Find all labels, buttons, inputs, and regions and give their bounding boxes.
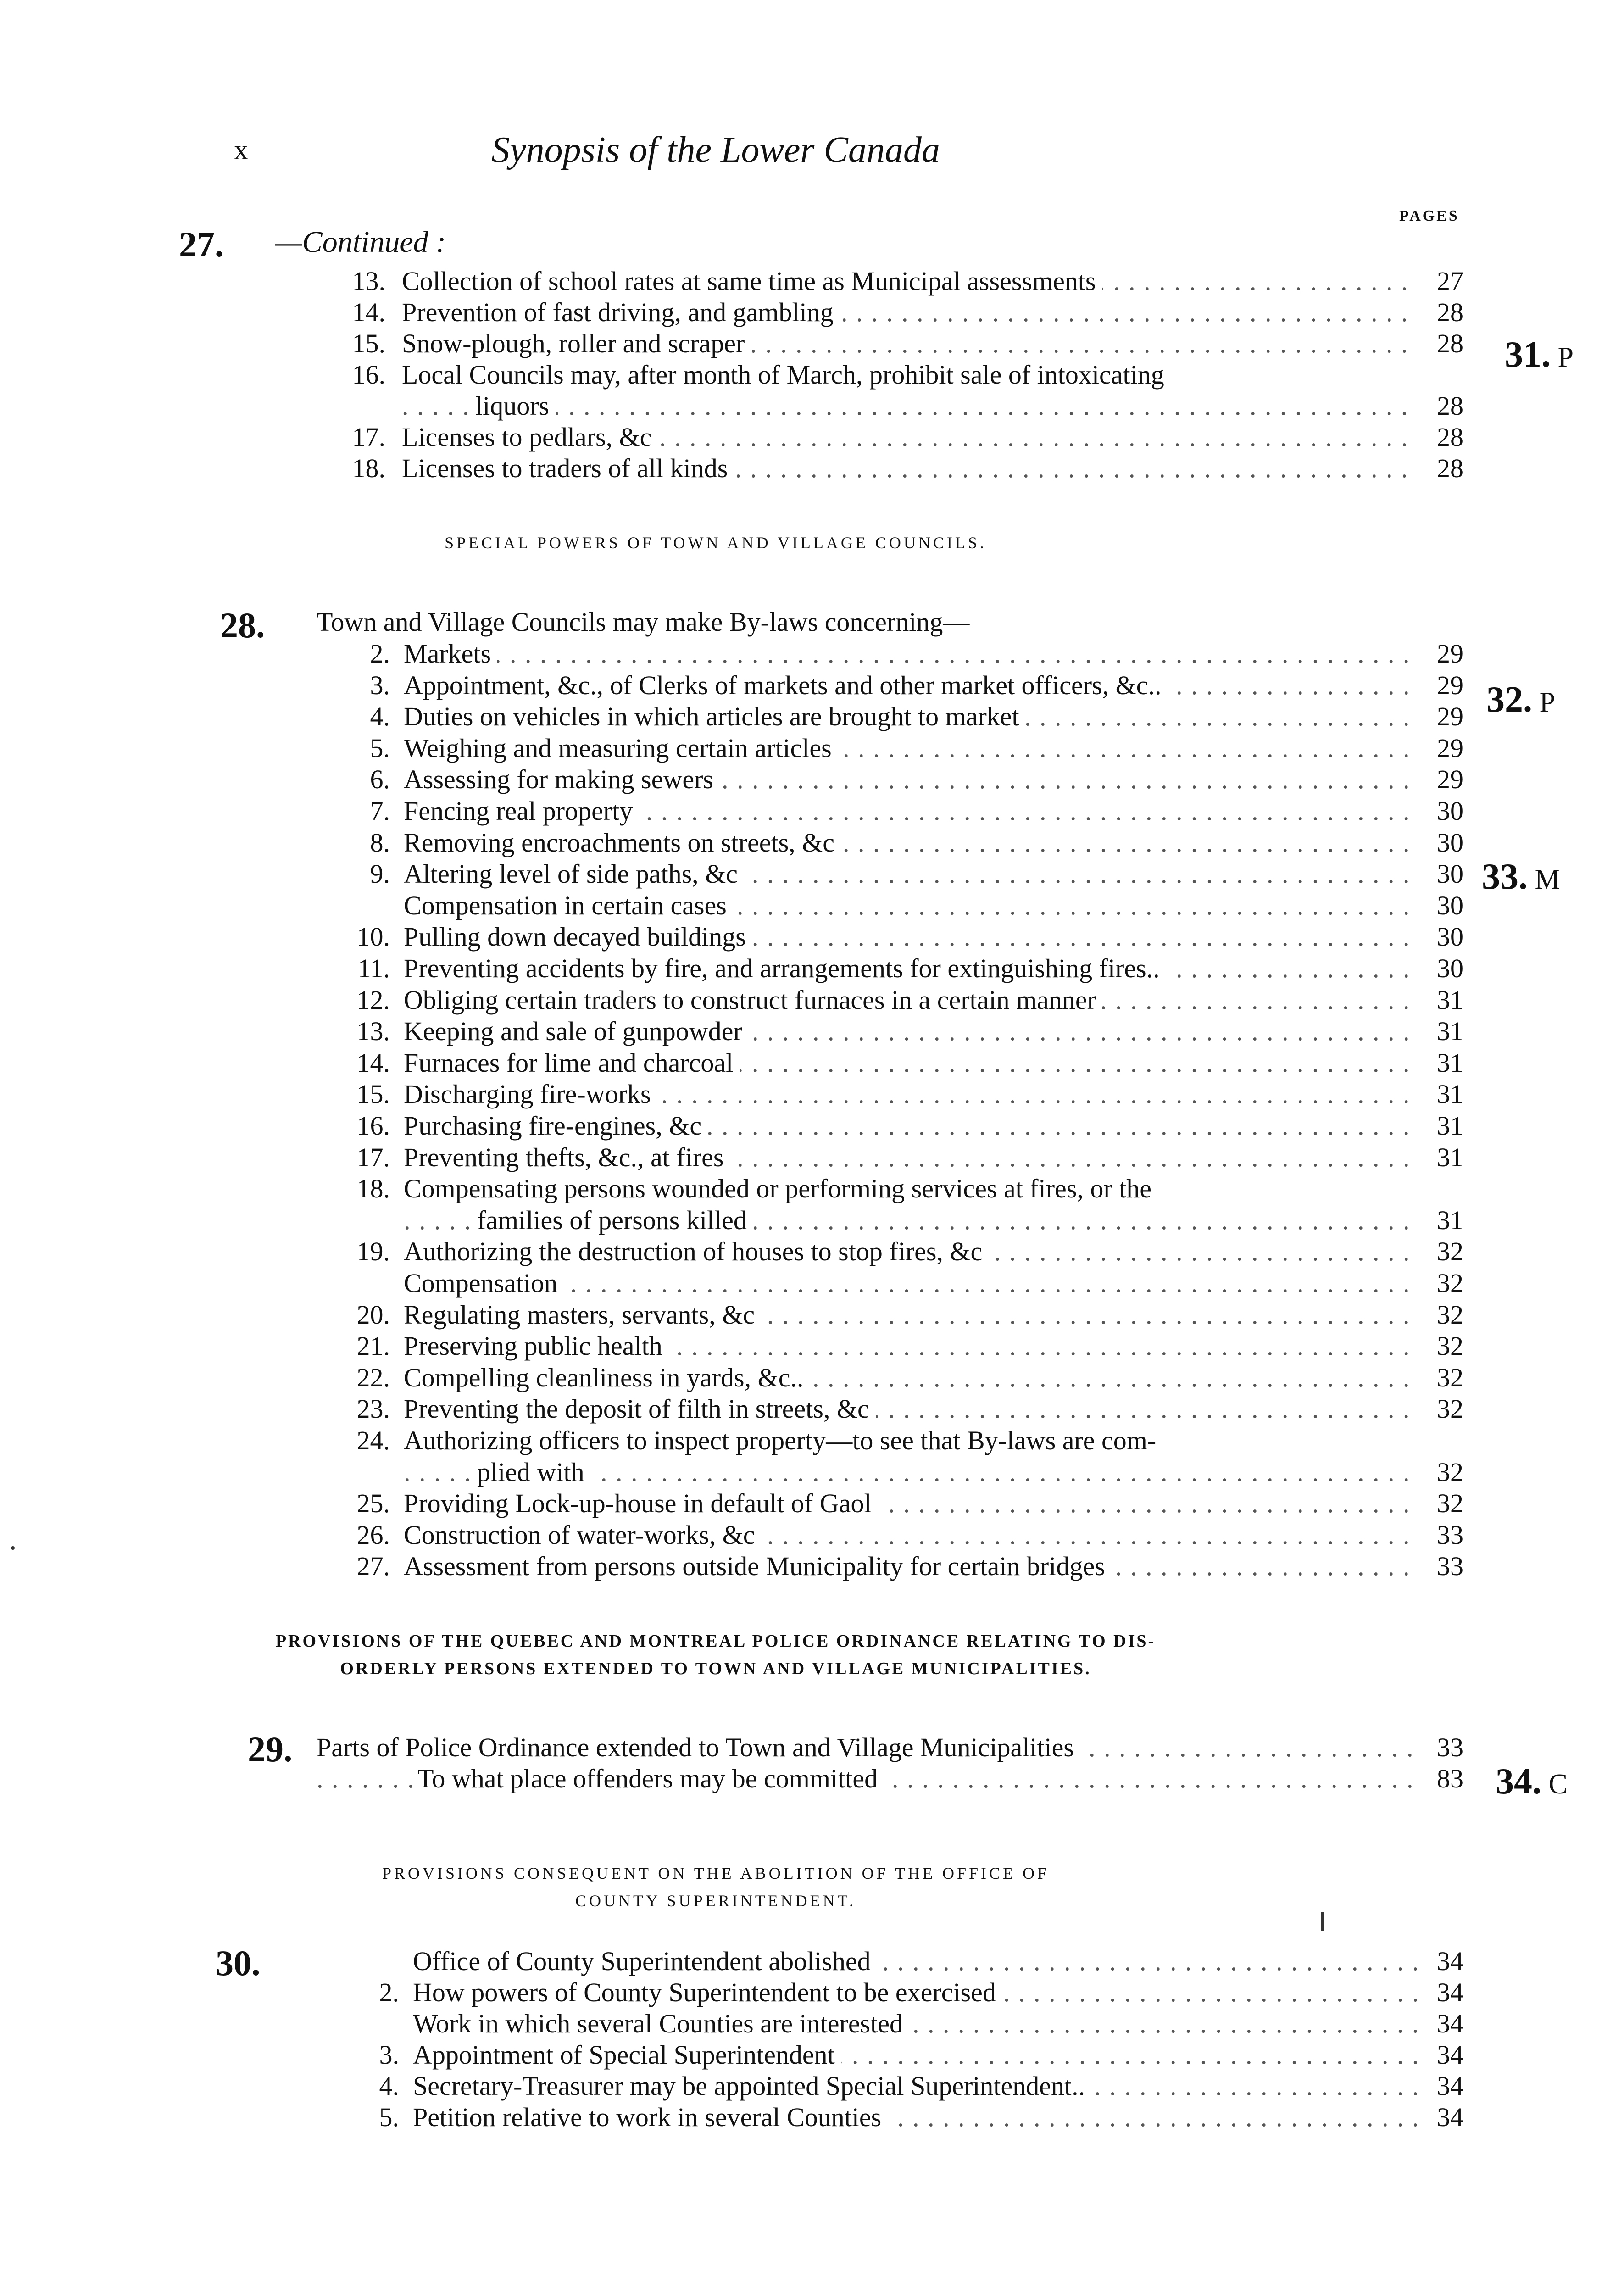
- toc-item-number: 13.: [356, 1016, 390, 1046]
- toc-item-text-wrap: [404, 953, 1418, 984]
- toc-row: [330, 828, 1463, 858]
- toc-item-text-wrap: [404, 1016, 1418, 1047]
- toc-item-number: 17.: [356, 1142, 390, 1172]
- toc-item-text-wrap: [404, 1551, 1418, 1581]
- toc-row: [330, 985, 1463, 1015]
- toc-item-page: 34: [1437, 2071, 1463, 2101]
- toc-item-text: Pulling down decayed buildings: [404, 922, 752, 952]
- toc-item-number: 7.: [370, 796, 390, 826]
- toc-item-page: 34: [1437, 2040, 1463, 2070]
- toc-item-text-wrap: [404, 1300, 1418, 1330]
- toc-item-text-wrap: [404, 891, 1418, 921]
- toc-item-text: Work in which several Counties are interested: [413, 2009, 909, 2038]
- section-continued-label: —Continued :: [275, 225, 446, 259]
- toc-item-number: 3.: [370, 670, 390, 700]
- toc-item-text-wrap: [404, 922, 1418, 952]
- toc-row: [330, 1205, 1463, 1236]
- toc-item-text-wrap: [402, 266, 1418, 296]
- toc-item-text-wrap: [404, 1079, 1418, 1109]
- toc-item-text-wrap: [404, 1331, 1418, 1361]
- toc-item-text: Parts of Police Ordinance extended to Town and Village Municipalities: [317, 1732, 1080, 1762]
- toc-row: [330, 1142, 1463, 1173]
- toc-row: [330, 764, 1463, 795]
- toc-item-number: 23.: [356, 1394, 390, 1424]
- toc-item-text: Compensation: [404, 1268, 564, 1298]
- toc-item-number: 16.: [356, 1111, 390, 1141]
- toc-item-text-wrap: [404, 1363, 1418, 1393]
- toc-row: [317, 1764, 1463, 1794]
- toc-item-page: 32: [1437, 1363, 1463, 1392]
- toc-item-text-wrap: [404, 1111, 1418, 1141]
- toc-item-text: Authorizing the destruction of houses to stop fires, &c: [404, 1236, 989, 1266]
- toc-row: [330, 702, 1463, 732]
- toc-item-text: Appointment of Special Superintendent: [413, 2040, 841, 2070]
- margin-note-34-number: 34.: [1496, 1761, 1541, 1802]
- toc-item-number: 10.: [356, 922, 390, 952]
- margin-note-32-number: 32.: [1486, 679, 1532, 720]
- toc-item-text: Fencing real property: [404, 796, 639, 826]
- toc-item-text: Authorizing officers to inspect property—to see that By-laws are com-: [404, 1425, 1162, 1455]
- toc-row: [330, 859, 1463, 889]
- toc-item-text: Petition relative to work in several Counties: [413, 2102, 888, 2132]
- toc-item-page: 30: [1437, 828, 1463, 857]
- margin-note-34: [1496, 1761, 1568, 1803]
- margin-note-32-text: P: [1539, 687, 1555, 718]
- toc-item-number: 21.: [356, 1331, 390, 1361]
- section-number-28: 28.: [220, 605, 265, 645]
- toc-item-number: 13.: [352, 266, 385, 296]
- section-28-intro: Town and Village Councils may make By-laws concerning—: [317, 607, 970, 637]
- toc-item-page: 30: [1437, 859, 1463, 889]
- toc-item-text-wrap: [404, 1488, 1418, 1519]
- toc-item-page: 32: [1437, 1236, 1463, 1266]
- toc-item-text: Assessing for making sewers: [404, 764, 720, 794]
- toc-item-text: Compelling cleanliness in yards, &c..: [404, 1363, 810, 1392]
- toc-row: [330, 1488, 1463, 1519]
- toc-item-text: Preventing accidents by fire, and arrangements for extinguishing fires..: [404, 953, 1166, 983]
- toc-item-text: liquors: [475, 391, 556, 421]
- toc-item-text-wrap: [404, 1048, 1418, 1078]
- toc-item-text-wrap: [404, 702, 1418, 732]
- toc-item-page: 32: [1437, 1394, 1463, 1424]
- toc-row: [330, 953, 1463, 984]
- toc-item-text: Compensation in certain cases: [404, 891, 733, 920]
- toc-item-page: 30: [1437, 891, 1463, 920]
- toc-item-text-wrap: [404, 1425, 1418, 1456]
- toc-item-page: 33: [1437, 1551, 1463, 1581]
- toc-item-text: Furnaces for lime and charcoal: [404, 1048, 740, 1078]
- toc-item-text: Office of County Superintendent abolished: [413, 1946, 877, 1976]
- toc-item-text-wrap: [402, 453, 1418, 484]
- page-number: x: [234, 134, 248, 166]
- toc-item-text: Providing Lock-up-house in default of Gaol: [404, 1488, 878, 1518]
- toc-item-text: Altering level of side paths, &c: [404, 859, 744, 889]
- toc-row: [330, 422, 1463, 452]
- toc-row: [330, 1331, 1463, 1361]
- toc-row: [330, 1363, 1463, 1393]
- toc-row: [330, 1079, 1463, 1109]
- toc-item-number: 17.: [352, 422, 385, 452]
- toc-row: [330, 891, 1463, 921]
- heading-abolition-line2: COUNTY SUPERINTENDENT.: [575, 1892, 856, 1910]
- toc-item-number: 5.: [370, 733, 390, 763]
- toc-item-page: 31: [1437, 1205, 1463, 1235]
- toc-item-text-wrap: [402, 329, 1418, 359]
- section-number-30: 30.: [216, 1943, 261, 1983]
- margin-note-33-text: M: [1535, 864, 1560, 895]
- margin-note-31-text: P: [1557, 342, 1574, 373]
- toc-item-text: Collection of school rates at same time as Municipal assessments: [402, 266, 1102, 296]
- toc-item-text: Preserving public health: [404, 1331, 669, 1361]
- toc-item-text-wrap: [404, 1394, 1418, 1424]
- toc-item-page: 34: [1437, 1946, 1463, 1976]
- toc-row: [330, 733, 1463, 763]
- toc-item-page: 31: [1437, 1079, 1463, 1109]
- toc-item-page: 31: [1437, 1048, 1463, 1078]
- toc-item-text: Keeping and sale of gunpowder: [404, 1016, 749, 1046]
- toc-row: [330, 1048, 1463, 1078]
- toc-item-text-wrap: [413, 1977, 1418, 2008]
- toc-item-text-wrap: [413, 2071, 1418, 2101]
- toc-item-text: Discharging fire-works: [404, 1079, 657, 1109]
- toc-row: [330, 391, 1463, 421]
- toc-row: [330, 922, 1463, 952]
- heading-police-ordinance-line2: ORDERLY PERSONS EXTENDED TO TOWN AND VILLAGE MUNICIPALITIES.: [340, 1659, 1091, 1678]
- toc-item-text-wrap: [404, 1205, 1418, 1236]
- toc-item-number: 16.: [352, 360, 385, 390]
- toc-row: [330, 1394, 1463, 1424]
- toc-item-page: 28: [1437, 391, 1463, 421]
- toc-item-page: 28: [1437, 453, 1463, 483]
- toc-item-text-wrap: [413, 2102, 1418, 2133]
- toc-row: [330, 1425, 1463, 1456]
- toc-item-number: 19.: [356, 1236, 390, 1266]
- pages-column-label: PAGES: [1399, 207, 1459, 224]
- toc-row: [317, 1946, 1463, 1977]
- toc-item-number: 27.: [356, 1551, 390, 1581]
- toc-item-page: 27: [1437, 266, 1463, 296]
- toc-item-number: 6.: [370, 764, 390, 794]
- toc-item-text-wrap: [402, 422, 1418, 452]
- toc-item-text: Assessment from persons outside Municipality for certain bridges: [404, 1551, 1112, 1581]
- running-title: Synopsis of the Lower Canada: [491, 130, 940, 170]
- toc-item-page: 31: [1437, 1016, 1463, 1046]
- toc-item-page: 29: [1437, 733, 1463, 763]
- toc-row: [330, 1520, 1463, 1550]
- toc-item-text-wrap: [413, 2040, 1418, 2070]
- toc-item-number: 4.: [370, 702, 390, 731]
- toc-item-text-wrap: [404, 796, 1418, 826]
- margin-note-32: [1486, 679, 1555, 721]
- toc-row: [317, 2009, 1463, 2039]
- toc-item-number: 14.: [356, 1048, 390, 1078]
- toc-item-text-wrap: [404, 639, 1418, 669]
- toc-item-number: 15.: [356, 1079, 390, 1109]
- toc-item-text-wrap: [317, 1732, 1418, 1763]
- toc-item-page: 34: [1437, 1977, 1463, 2007]
- margin-note-33-number: 33.: [1482, 857, 1528, 897]
- toc-item-text-wrap: [402, 297, 1418, 328]
- toc-row: [330, 297, 1463, 328]
- toc-item-text: families of persons killed: [477, 1205, 753, 1235]
- heading-police-ordinance-line1: PROVISIONS OF THE QUEBEC AND MONTREAL POLICE ORDINANCE RELATING TO DIS-: [275, 1631, 1156, 1651]
- toc-item-text: Duties on vehicles in which articles are brought to market: [404, 702, 1026, 731]
- section-number-27: 27.: [179, 224, 224, 264]
- toc-item-page: 34: [1437, 2009, 1463, 2038]
- toc-item-page: 32: [1437, 1488, 1463, 1518]
- toc-item-text-wrap: [413, 1946, 1418, 1977]
- toc-row: [317, 2071, 1463, 2101]
- toc-row: [330, 1300, 1463, 1330]
- toc-item-page: 28: [1437, 422, 1463, 452]
- toc-item-page: 33: [1437, 1520, 1463, 1550]
- toc-item-page: 29: [1437, 764, 1463, 794]
- toc-item-text: Construction of water-works, &c: [404, 1520, 762, 1550]
- toc-row: [330, 266, 1463, 296]
- toc-item-page: 32: [1437, 1268, 1463, 1298]
- toc-item-text: Obliging certain traders to construct furnaces in a certain manner: [404, 985, 1102, 1015]
- toc-item-page: 29: [1437, 639, 1463, 668]
- toc-row: [330, 453, 1463, 484]
- toc-item-text-wrap: [404, 733, 1418, 763]
- toc-row: [330, 1016, 1463, 1047]
- toc-item-text-wrap: [404, 764, 1418, 795]
- toc-item-number: 20.: [356, 1300, 390, 1330]
- toc-item-page: 30: [1437, 953, 1463, 983]
- toc-item-number: 14.: [352, 297, 385, 327]
- toc-item-text: Weighing and measuring certain articles: [404, 733, 838, 763]
- toc-item-page: 32: [1437, 1457, 1463, 1487]
- toc-row: [317, 1732, 1463, 1763]
- toc-item-page: 83: [1437, 1764, 1463, 1793]
- toc-item-text-wrap: [402, 391, 1418, 421]
- toc-item-text: Regulating masters, servants, &c: [404, 1300, 761, 1330]
- toc-item-number: 4.: [379, 2071, 399, 2101]
- toc-item-page: 30: [1437, 796, 1463, 826]
- toc-row: [330, 1111, 1463, 1141]
- toc-item-number: 8.: [370, 828, 390, 857]
- toc-item-page: 32: [1437, 1331, 1463, 1361]
- toc-item-page: 33: [1437, 1732, 1463, 1762]
- toc-item-text: Preventing thefts, &c., at fires: [404, 1142, 730, 1172]
- toc-row: [330, 1236, 1463, 1267]
- toc-item-text: plied with: [477, 1457, 591, 1487]
- toc-row: [317, 2040, 1463, 2070]
- toc-item-text: Purchasing fire-engines, &c: [404, 1111, 708, 1141]
- toc-row: [330, 1457, 1463, 1487]
- toc-item-text-wrap: [404, 828, 1418, 858]
- toc-item-text-wrap: [404, 1174, 1418, 1204]
- toc-row: [317, 2102, 1463, 2133]
- toc-item-text-wrap: [404, 859, 1418, 889]
- toc-item-page: 31: [1437, 1142, 1463, 1172]
- toc-item-text: Prevention of fast driving, and gambling: [402, 297, 840, 327]
- stray-mark: [11, 1546, 15, 1550]
- toc-item-text-wrap: [404, 1236, 1418, 1267]
- toc-item-number: 24.: [356, 1425, 390, 1455]
- toc-item-text: Licenses to pedlars, &c: [402, 422, 658, 452]
- toc-item-text-wrap: [404, 1457, 1418, 1487]
- toc-item-text: How powers of County Superintendent to be exercised: [413, 1977, 1002, 2007]
- toc-item-page: 30: [1437, 922, 1463, 952]
- toc-item-page: 31: [1437, 985, 1463, 1015]
- toc-row: [330, 796, 1463, 826]
- toc-item-text-wrap: [404, 1142, 1418, 1173]
- margin-note-34-text: C: [1548, 1769, 1568, 1800]
- stray-mark: [1321, 1912, 1324, 1931]
- toc-row: [330, 1174, 1463, 1204]
- toc-item-number: 22.: [356, 1363, 390, 1392]
- toc-row: [317, 1977, 1463, 2008]
- toc-row: [330, 670, 1463, 701]
- toc-item-text: To what place offenders may be committed: [417, 1764, 884, 1793]
- toc-item-text: Snow-plough, roller and scraper: [402, 329, 751, 358]
- toc-row: [330, 360, 1463, 390]
- toc-item-text: Preventing the deposit of filth in streets, &c: [404, 1394, 876, 1424]
- heading-special-powers: SPECIAL POWERS OF TOWN AND VILLAGE COUNCILS.: [445, 534, 987, 552]
- toc-item-text: Removing encroachments on streets, &c: [404, 828, 841, 857]
- toc-item-page: 31: [1437, 1111, 1463, 1141]
- toc-item-text: Appointment, &c., of Clerks of markets and other market officers, &c..: [404, 670, 1168, 700]
- margin-note-31-number: 31.: [1505, 334, 1551, 375]
- toc-item-number: 12.: [356, 985, 390, 1015]
- toc-row: [330, 639, 1463, 669]
- toc-item-text: Licenses to traders of all kinds: [402, 453, 734, 483]
- toc-item-number: 11.: [357, 953, 390, 983]
- toc-item-page: 32: [1437, 1300, 1463, 1330]
- toc-item-number: 3.: [379, 2040, 399, 2070]
- heading-abolition-line1: PROVISIONS CONSEQUENT ON THE ABOLITION OF THE OFFICE OF: [382, 1864, 1050, 1882]
- toc-item-number: 25.: [356, 1488, 390, 1518]
- toc-item-number: 5.: [379, 2102, 399, 2132]
- toc-item-text-wrap: [402, 360, 1418, 390]
- toc-item-text: Compensating persons wounded or performing services at fires, or the: [404, 1174, 1158, 1203]
- toc-item-text-wrap: [404, 670, 1418, 701]
- toc-item-number: 15.: [352, 329, 385, 358]
- toc-item-number: 2.: [379, 1977, 399, 2007]
- toc-item-number: 18.: [352, 453, 385, 483]
- toc-item-number: 9.: [370, 859, 390, 889]
- margin-note-31: [1505, 334, 1574, 376]
- toc-item-text-wrap: [404, 985, 1418, 1015]
- toc-row: [330, 329, 1463, 359]
- toc-item-text-wrap: [404, 1268, 1418, 1298]
- toc-item-text-wrap: [317, 1764, 1418, 1794]
- toc-row: [330, 1551, 1463, 1581]
- section-number-29: 29.: [248, 1729, 293, 1769]
- toc-item-page: 28: [1437, 297, 1463, 327]
- toc-item-text-wrap: [404, 1520, 1418, 1550]
- toc-item-page: 34: [1437, 2102, 1463, 2132]
- toc-item-page: 29: [1437, 670, 1463, 700]
- toc-item-number: 18.: [356, 1174, 390, 1203]
- toc-item-text: Markets: [404, 639, 497, 668]
- toc-item-number: 2.: [370, 639, 390, 668]
- margin-note-33: [1482, 856, 1560, 898]
- toc-item-page: 29: [1437, 702, 1463, 731]
- toc-item-text: Local Councils may, after month of March, prohibit sale of intoxicating: [402, 360, 1171, 390]
- toc-item-page: 28: [1437, 329, 1463, 358]
- toc-item-text-wrap: [413, 2009, 1418, 2039]
- toc-item-number: 26.: [356, 1520, 390, 1550]
- toc-row: [330, 1268, 1463, 1298]
- toc-item-text: Secretary-Treasurer may be appointed Special Superintendent..: [413, 2071, 1091, 2101]
